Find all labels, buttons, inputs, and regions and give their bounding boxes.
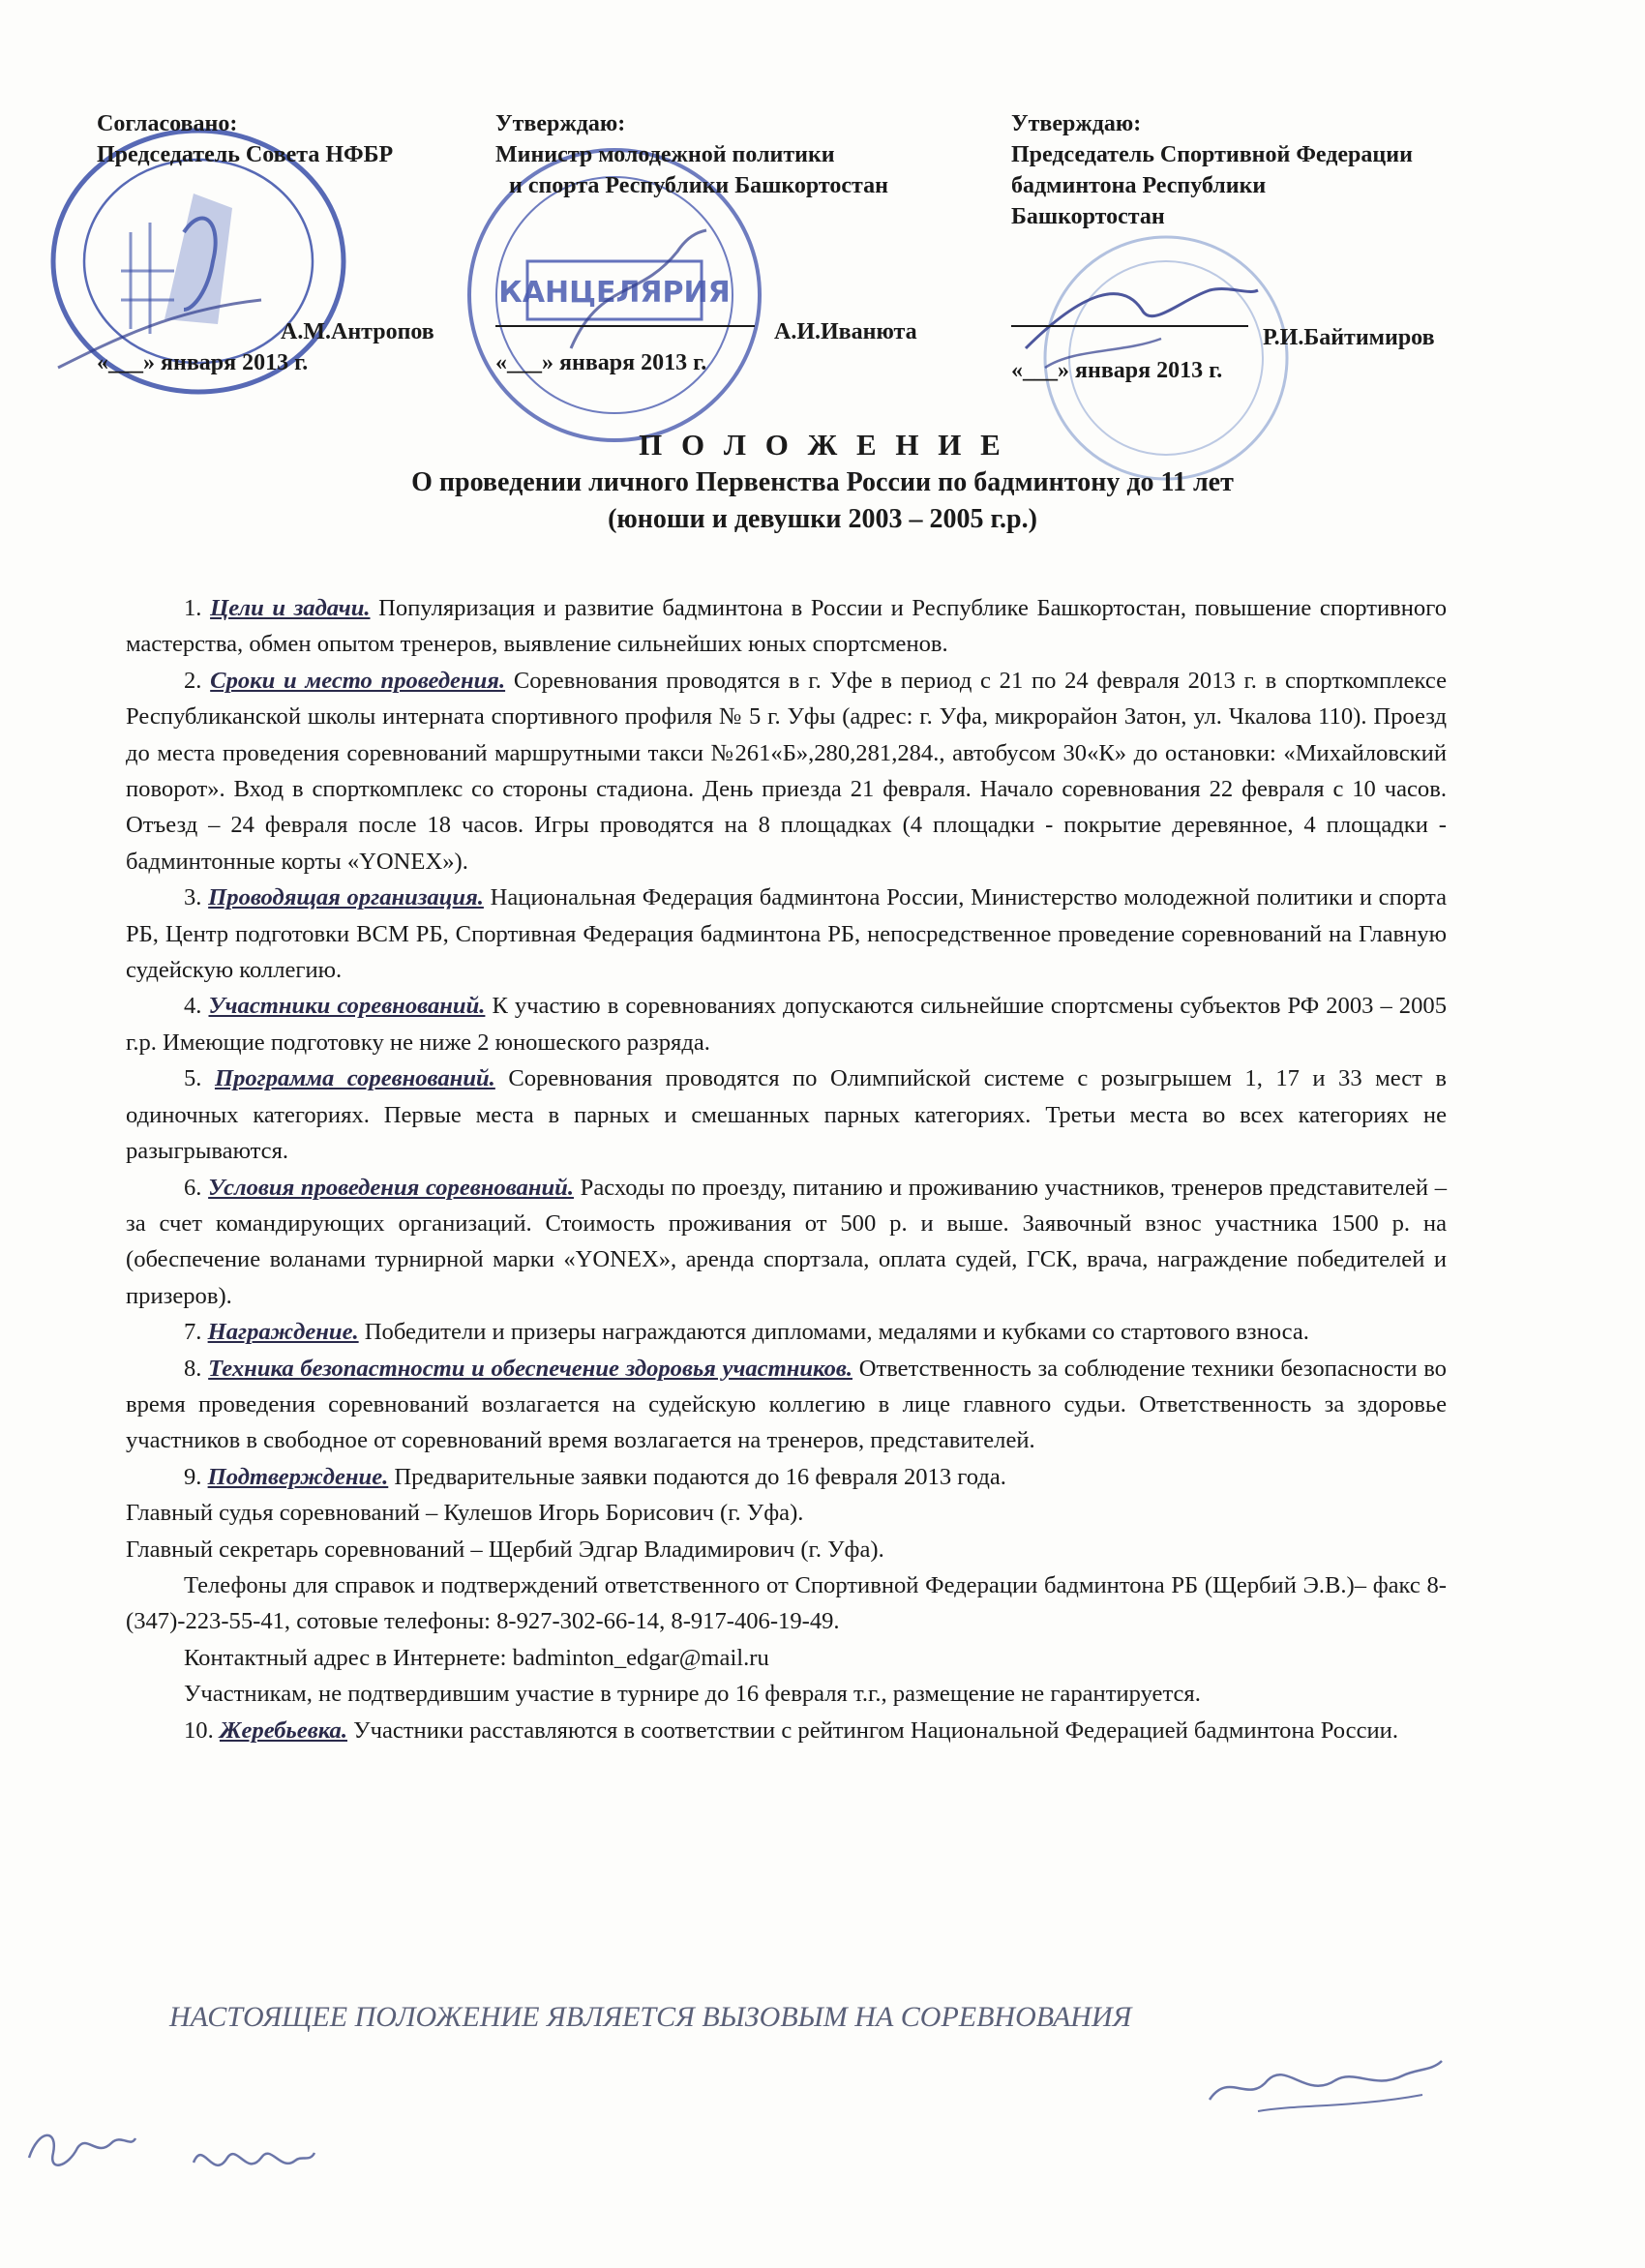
- section-heading: Цели и задачи.: [210, 595, 371, 621]
- section-7: [126, 1314, 1447, 1350]
- handwritten-signature-2: [184, 2124, 319, 2201]
- section-3: [126, 880, 1447, 988]
- chief-secretary: Главный секретарь соревнований – Щербий Эдгар Владимирович (г. Уфа).: [126, 1536, 884, 1563]
- section-heading: Программа соревнований.: [214, 1065, 495, 1092]
- section-number: 8.: [184, 1355, 202, 1382]
- section-5: [126, 1060, 1447, 1169]
- section-heading: Участники соревнований.: [208, 993, 486, 1020]
- middle-date: «___» января 2013 г.: [495, 350, 707, 375]
- section-heading: Награждение.: [207, 1319, 359, 1346]
- section-heading: Жеребьевка.: [219, 1716, 348, 1744]
- document-title: [0, 426, 1645, 538]
- section-number: 5.: [184, 1065, 202, 1092]
- section-text: Расходы по проезду, питанию и проживанию участников, тренеров представителей – за счет командирующих организаций. Стоимость проживания от 500 р. и выше. Заявочный взнос участника 1500 р. на (обеспечение воланами турнирной марки «YONEX», аренда спортзала, оплата судей, ГСК, врача, награждение победителей и призеров).: [126, 1174, 1447, 1309]
- section-8: [126, 1351, 1447, 1459]
- section-heading: Техника безопастности и обеспечение здоровья участников.: [208, 1355, 852, 1382]
- section-10: [126, 1713, 1447, 1748]
- section-heading: Подтверждение.: [207, 1463, 389, 1490]
- middle-signature-line: [495, 325, 755, 327]
- section-text: Предварительные заявки подаются до 16 февраля 2013 года.: [394, 1463, 1006, 1490]
- section-6: [126, 1170, 1447, 1315]
- title-heading: П О Л О Ж Е Н И Е: [639, 428, 1006, 462]
- title-line2: (юноши и девушки 2003 – 2005 г.р.): [608, 504, 1037, 534]
- left-signer: А.М.Антропов: [281, 319, 434, 344]
- middle-signer: А.И.Иванюта: [774, 319, 917, 344]
- section-number: 6.: [184, 1174, 202, 1201]
- section-number: 1.: [184, 595, 202, 621]
- section-number: 9.: [184, 1463, 202, 1490]
- handwritten-signature-3: [1200, 2051, 1451, 2129]
- right-label: Утверждаю:: [1011, 111, 1142, 136]
- right-signer: Р.И.Байтимиров: [1263, 325, 1435, 350]
- section-2: [126, 663, 1447, 880]
- contact-phones: Телефоны для справок и подтверждений ответственного от Спортивной Федерации бадминтона РБ (Щербий Э.В.)– факс 8-(347)-223-55-41, сотовые телефоны: 8-927-302-66-14, 8-917-406-19-49.: [126, 1571, 1447, 1635]
- registration-notice: Участникам, не подтвердившим участие в турнире до 16 февраля т.г., размещение не гарантируется.: [184, 1681, 1201, 1708]
- section-4: [126, 988, 1447, 1060]
- section-heading: Условия проведения соревнований.: [208, 1174, 574, 1201]
- section-number: 2.: [184, 667, 202, 694]
- section-text: К участию в соревнованиях допускаются сильнейшие спортсмены субъектов РФ 2003 – 2005 г.р. Имеющие подготовку не ниже 2 юношеского разряда.: [126, 993, 1447, 1056]
- approval-block-right: [1011, 108, 1413, 232]
- approval-block-middle: [495, 108, 888, 201]
- section-text: Национальная Федерация бадминтона России, Министерство молодежной политики и спорта РБ, Центр подготовки ВСМ РБ, Спортивная Федерация бадминтона РБ, непосредственное проведение соревнований на Главную судейскую коллегию.: [126, 884, 1447, 984]
- left-label: Согласовано:: [97, 111, 238, 136]
- section-text: Популяризация и развитие бадминтона в России и Республике Башкортостан, повышение спортивного мастерства, обмен опытом тренеров, выявление сильнейших юных спортсменов.: [126, 595, 1448, 658]
- section-number: 4.: [184, 993, 202, 1020]
- section-number: 7.: [184, 1319, 202, 1346]
- section-text: Победители и призеры награждаются дипломами, медалями и кубками со стартового взноса.: [364, 1319, 1309, 1346]
- middle-title-line1: Министр молодежной политики: [495, 142, 835, 167]
- middle-label: Утверждаю:: [495, 111, 626, 136]
- contact-email: Контактный адрес в Интернете: badminton_edgar@mail.ru: [184, 1644, 769, 1671]
- left-date: «___» января 2013 г.: [97, 350, 309, 375]
- section-heading: Сроки и место проведения.: [210, 667, 506, 694]
- title-line1: О проведении личного Первенства России по бадминтону до 11 лет: [411, 467, 1234, 497]
- right-title-line2: бадминтона Республики: [1011, 173, 1267, 198]
- left-title: Председатель Совета НФБР: [97, 142, 394, 167]
- chief-judge: Главный судья соревнований – Кулешов Игорь Борисович (г. Уфа).: [126, 1500, 804, 1527]
- right-date: «___» января 2013 г.: [1011, 358, 1223, 383]
- document-body: [126, 590, 1447, 1748]
- section-text: Соревнования проводятся по Олимпийской системе с розыгрышем 1, 17 и 33 мест в одиночных категориях. Первые места в парных и смешанных парных категориях. Третьи места во всех категориях не разыгрываются.: [126, 1065, 1447, 1165]
- approval-block-left: [97, 108, 393, 170]
- section-text: Участники расставляются в соответствии с рейтингом Национальной Федерацией бадминтона России.: [353, 1716, 1398, 1744]
- right-signature-line: [1011, 325, 1248, 327]
- right-title-line1: Председатель Спортивной Федерации: [1011, 142, 1413, 167]
- handwritten-signature-1: [19, 2109, 145, 2187]
- section-text: Ответственность за соблюдение техники безопасности во время проведения соревнований возлагается на судейскую коллегию в лице главного судьи. Ответственность за здоровье участников в свободное от соревнований время возлагается на тренеров, представителей.: [126, 1355, 1447, 1454]
- section-1: [126, 590, 1447, 663]
- middle-title-line2: и спорта Республики Башкортостан: [509, 173, 888, 198]
- section-text: Соревнования проводятся в г. Уфе в период с 21 по 24 февраля 2013 г. в спорткомплексе Республиканской школы интерната спортивного профиля № 5 г. Уфы (адрес: г. Уфа, микрорайон Затон, ул. Чкалова 110). Проезд до места проведения соревнований маршрутными такси №261«Б»,280,281,284., автобусом 30«К» до остановки: «Михайловский поворот». Вход в спорткомплекс со стороны стадиона. День приезда 21 февраля. Начало соревнования 22 февраля с 10 часов. Отъезд – 24 февраля после 18 часов. Игры проводятся на 8 площадках (4 площадки - покрытие деревянное, 4 площадки - бадминтонные корты «YONEX»).: [126, 667, 1447, 875]
- section-number: 3.: [184, 884, 202, 911]
- section-9: [126, 1459, 1447, 1495]
- section-number: 10.: [184, 1716, 214, 1744]
- footer-invitation: НАСТОЯЩЕЕ ПОЛОЖЕНИЕ ЯВЛЯЕТСЯ ВЫЗОВЫМ НА СОРЕВНОВАНИЯ: [169, 2001, 1132, 2033]
- section-heading: Проводящая организация.: [208, 884, 484, 911]
- right-title-line3: Башкортостан: [1011, 204, 1165, 229]
- ministry-stamp-center: КАНЦЕЛЯРИЯ: [498, 276, 731, 310]
